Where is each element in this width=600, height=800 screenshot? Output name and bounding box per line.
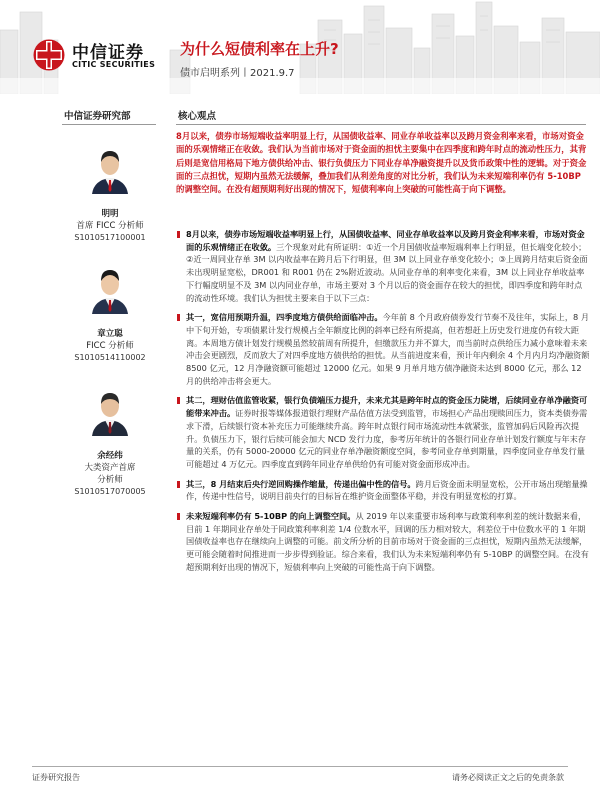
main-content bbox=[168, 94, 590, 754]
analyst-license: S1010517100001 bbox=[74, 233, 146, 242]
sidebar-heading: 中信证券研究部 bbox=[64, 111, 131, 122]
analyst-license: S1010514110002 bbox=[74, 353, 146, 362]
paragraph-body: 证券时报等媒体报道银行理财产品估值方法受到监管，市场担心产品出现赎回压力，资本类债券需求下滑，后续银行资本补充压力可能继续升高。跨年时点银行间市场流动性本就紧张，监管加码后风险再次提升。负债压力下，银行后续可能会加大 NCD 发行力度，参考历年统计的各银行同业存单计划发行额度与年末存量的关系，仍有 5000-20000 亿元的同业存单净融资额度空间，参考同业存单到期量，四季度同业存单发行量可能超过 4 万亿元。四季度直到跨年同业存单供给仍有可能对资金面形成冲击。 bbox=[186, 408, 588, 469]
analyst-role: 大类资产首席 bbox=[84, 463, 136, 473]
analyst-photo bbox=[88, 262, 132, 314]
sidebar-divider bbox=[62, 124, 156, 125]
paragraph-body: 三个现象对此有所证明：①近一个月国债收益率短端利率上行明显，但长端变化较小；②近一周同业存单 3M 以内收益率在跨月后下行明显，但 3M 以上同业存单变化较小；③上周跨月结束后资金面未出现明显宽松，DR001 和 R001 仍在 2%附近波动。从同业存单的利率变化来看，3M 以上同业存单收益率下行幅度明显不及 3M 以内同业存单，市场主要对 3 个月以后的资金面存在较大的担忧，即四季度和跨年时点的流动性环境。我们认为担忧主要来自于以下三点： bbox=[186, 241, 588, 303]
paragraph-body: 跨月后资金面未明显宽松，公开市场出现缩量操作，传递中性信号，说明目前央行的目标旨在维护资金面整体平稳，并没有明显宽松的打算。 bbox=[186, 478, 588, 502]
analysis-paragraph bbox=[176, 311, 590, 387]
analysis-bullets bbox=[176, 228, 590, 581]
paragraph-body: 从 2019 年以来重要市场利率与政策利率利差的统计数据来看，目前 1 年期同业存单处于同政策利率利差 1/4 位数水平，回调的压力相对较大，利差位于中位数水平的 1 年期国债收益率也存在继续向上调整的可能。前文所分析的目前市场对于资金面的三点担忧，短期内虽然无法缓解，更可能会随着时间推进而一步步得到验证。综合来看，我们认为未来短端利率仍有 5-10BP 的调整空间。在没有超预期利好出现的情况下，短债利率向上突破的可能性高于向下调整。 bbox=[186, 511, 589, 572]
report-title: 为什么短债利率在上升? bbox=[180, 40, 339, 58]
brand-name-en: CITIC SECURITIES bbox=[72, 60, 156, 69]
analyst-card bbox=[56, 262, 164, 364]
paragraph-body: 今年前 8 个月政府债券发行节奏不及往年，实际上，8 月中下旬开始，专项债累计发行规模占全年额度比例的斜率已经有所提高，但若想赶上历史发行进度仍有较大距离。本周地方债计划发行规模虽然较前周有所提升，但缴款压力并不算大，而当前时点供给压力减小意味着未来冲击会更剧烈，反而放大了对四季度地方债供给的担忧。从当前进度来看，预计年内剩余 4 个月内月均净融资额 8500 亿元，12 月净融资额可能超过 12000 亿元。如果 9 月单月地方债净融资未达到 8000 亿元，那么 12 月的供给冲击将会更大。 bbox=[186, 312, 590, 386]
section-heading: 核心观点 bbox=[178, 111, 217, 122]
analysis-paragraph bbox=[176, 394, 590, 470]
analyst-role-continued: 分析师 bbox=[97, 475, 123, 485]
analysis-paragraph bbox=[176, 478, 590, 503]
citic-logo bbox=[32, 36, 170, 76]
footer-divider bbox=[32, 766, 568, 767]
report-header bbox=[0, 0, 600, 94]
citic-logo-icon bbox=[32, 38, 66, 72]
analyst-name: 余经纬 bbox=[97, 451, 123, 461]
analyst-sidebar bbox=[0, 94, 165, 754]
paragraph-lead: 其一，宽信用预期升温，四季度地方债供给面临冲击。 bbox=[186, 312, 383, 323]
paragraph-lead: 未来短端利率仍有 5-10BP 的向上调整空间。 bbox=[186, 511, 356, 522]
paragraph-lead: 其二，理财估值监管收紧，银行负债端压力提升，未来尤其是跨年时点的资金压力陡增，后续同业存单净融资可能带来冲击。 bbox=[186, 395, 588, 419]
analyst-license: S1010517070005 bbox=[74, 487, 146, 496]
analysis-paragraph bbox=[176, 510, 590, 574]
analyst-card bbox=[56, 384, 164, 498]
analysis-paragraph bbox=[176, 228, 590, 304]
analyst-role: FICC 分析师 bbox=[86, 341, 134, 351]
analyst-role: 首席 FICC 分析师 bbox=[76, 221, 144, 231]
analyst-photo bbox=[88, 142, 132, 194]
analyst-photo bbox=[88, 384, 132, 436]
key-view-summary: 8月以来，债券市场短端收益率明显上行，从国债收益率、同业存单收益率以及跨月资金利率来看，市场对资金面的乐观情绪正在收敛。我们认为当前市场对于资金面的担忧主要集中在四季度和跨年时点的流动性压力，其背后则是宽信用格局下地方债供给冲击、银行负债压力下同业存单净融资提升以及货币政策中性的逻辑。对于资金面的三点担忧，短期内虽然无法缓解，叠加我们从利差角度的对比分析，我们认为未来短端利率仍有 5-10BP 的调整空间。在没有超预期利好出现的情况下，短债利率向上突破的可能性高于向下调整。 bbox=[176, 131, 587, 195]
footer-report-type: 证券研究报告 bbox=[32, 773, 80, 782]
analyst-name: 明明 bbox=[101, 209, 119, 219]
paragraph-lead: 其三，8 月结束后央行逆回购操作缩量，传递出偏中性的信号。 bbox=[186, 478, 416, 489]
brand-name-cn: 中信证券 bbox=[72, 43, 144, 63]
analyst-card bbox=[56, 142, 164, 244]
footer-disclaimer: 请务必阅读正文之后的免责条款 bbox=[452, 773, 564, 782]
analyst-name: 章立聪 bbox=[97, 329, 123, 339]
section-divider bbox=[176, 124, 586, 125]
paragraph-lead: 8月以来，债券市场短端收益率明显上行，从国债收益率、同业存单收益率以及跨月资金利率来看，市场对资金面的乐观情绪正在收敛。 bbox=[186, 229, 585, 252]
report-series-date: 债市启明系列丨2021.9.7 bbox=[180, 68, 295, 79]
